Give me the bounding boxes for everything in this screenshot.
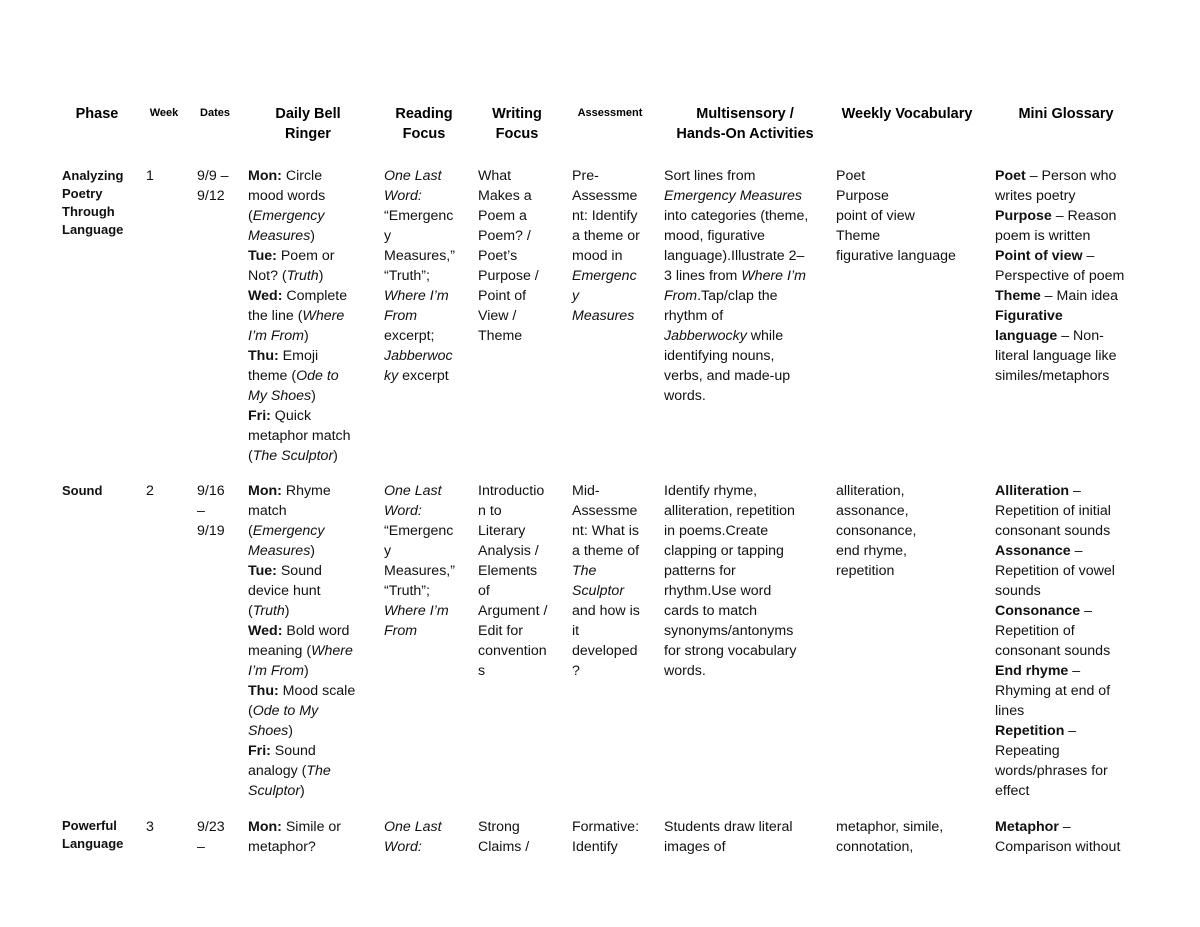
- header-reading-focus: Reading Focus: [395, 106, 453, 142]
- header-assessment: Assessment: [577, 107, 643, 119]
- row1-bell-ringer: Mon: Circle mood words (Emergency Measures) Tue: Poem or Not? (Truth) Wed: Complete the line (Where I’m From) Thu: Emoji theme (Ode to My Shoes) Fri: Quick metaphor match (The Sculptor): [248, 168, 351, 464]
- row3-phase: Powerful Language: [62, 818, 124, 851]
- header-multisensory: Multisensory / Hands-On Activities: [676, 106, 814, 142]
- row3-glossary: Metaphor – Comparison without: [995, 819, 1121, 855]
- row2-reading-focus: One Last Word: “Emergenc y Measures,” “Truth”; Where I’m From: [384, 483, 455, 639]
- row3-multisensory: Students draw literal images of: [664, 819, 793, 855]
- header-phase: Phase: [75, 106, 119, 122]
- row3-assessment: Formative: Identify: [572, 819, 640, 855]
- header-week: Week: [149, 107, 179, 119]
- header-mini-glossary: Mini Glossary: [1018, 106, 1114, 122]
- row2-writing-focus: Introductio n to Literary Analysis / Elements of Argument / Edit for convention s: [478, 483, 548, 679]
- row3-bell-ringer: Mon: Simile or metaphor?: [248, 819, 342, 855]
- row2-assessment: Mid- Assessme nt: What is a theme of The Sculptor and how is it developed ?: [572, 483, 640, 679]
- row1-week: 1: [146, 168, 154, 184]
- header-dates: Dates: [200, 107, 230, 119]
- row3-dates: 9/23 –: [197, 819, 225, 855]
- row2-bell-ringer: Mon: Rhyme match (Emergency Measures) Tue: Sound device hunt (Truth) Wed: Bold word meaning (Where I’m From) Thu: Mood scale (Ode to My Shoes) Fri: Sound analogy (The Sculptor): [248, 483, 356, 799]
- row1-multisensory: Sort lines from Emergency Measures into categories (theme, mood, figurative language).Illustrate 2– 3 lines from Where I’m From.Tap/clap the rhythm of Jabberwocky while identifying nouns, verbs, and made-up words.: [664, 168, 809, 404]
- row1-reading-focus: One Last Word: “Emergenc y Measures,” “Truth”; Where I’m From excerpt; Jabberwoc ky excerpt: [384, 168, 455, 384]
- row3-week: 3: [146, 819, 154, 835]
- row2-dates: 9/16 – 9/19: [197, 483, 225, 539]
- row2-week: 2: [146, 483, 154, 499]
- row1-writing-focus: What Makes a Poem a Poem? / Poet’s Purpose / Point of View / Theme: [478, 168, 539, 344]
- row1-assessment: Pre- Assessme nt: Identify a theme or mood in Emergenc y Measures: [572, 168, 640, 324]
- row3-vocabulary: metaphor, simile, connotation,: [836, 819, 944, 855]
- header-weekly-vocabulary: Weekly Vocabulary: [841, 106, 973, 122]
- header-writing-focus: Writing Focus: [492, 106, 542, 142]
- row1-glossary: Poet – Person who writes poetry Purpose – Reason poem is written Point of view – Perspective of poem Theme – Main idea Figurative language – Non- literal language like similes/metaphors: [995, 168, 1125, 384]
- row3-writing-focus: Strong Claims /: [478, 819, 530, 855]
- row3-reading-focus: One Last Word:: [384, 819, 442, 855]
- header-bell-ringer: Daily Bell Ringer: [275, 106, 341, 142]
- row2-vocabulary: alliteration, assonance, consonance, end rhyme, repetition: [836, 483, 917, 579]
- row1-vocabulary: Poet Purpose point of view Theme figurative language: [836, 168, 956, 264]
- row2-glossary: Alliteration – Repetition of initial consonant sounds Assonance – Repetition of vowel sounds Consonance – Repetition of consonant sounds End rhyme – Rhyming at end of lines Repetition – Repeating words/phrases for effect: [995, 483, 1115, 799]
- row2-phase: Sound: [62, 483, 103, 498]
- row1-phase: Analyzing Poetry Through Language: [62, 168, 124, 237]
- row2-multisensory: Identify rhyme, alliteration, repetition in poems.Create clapping or tapping patterns for rhythm.Use word cards to match synonyms/antonyms for strong vocabulary words.: [664, 483, 797, 679]
- row1-dates: 9/9 – 9/12: [197, 168, 229, 204]
